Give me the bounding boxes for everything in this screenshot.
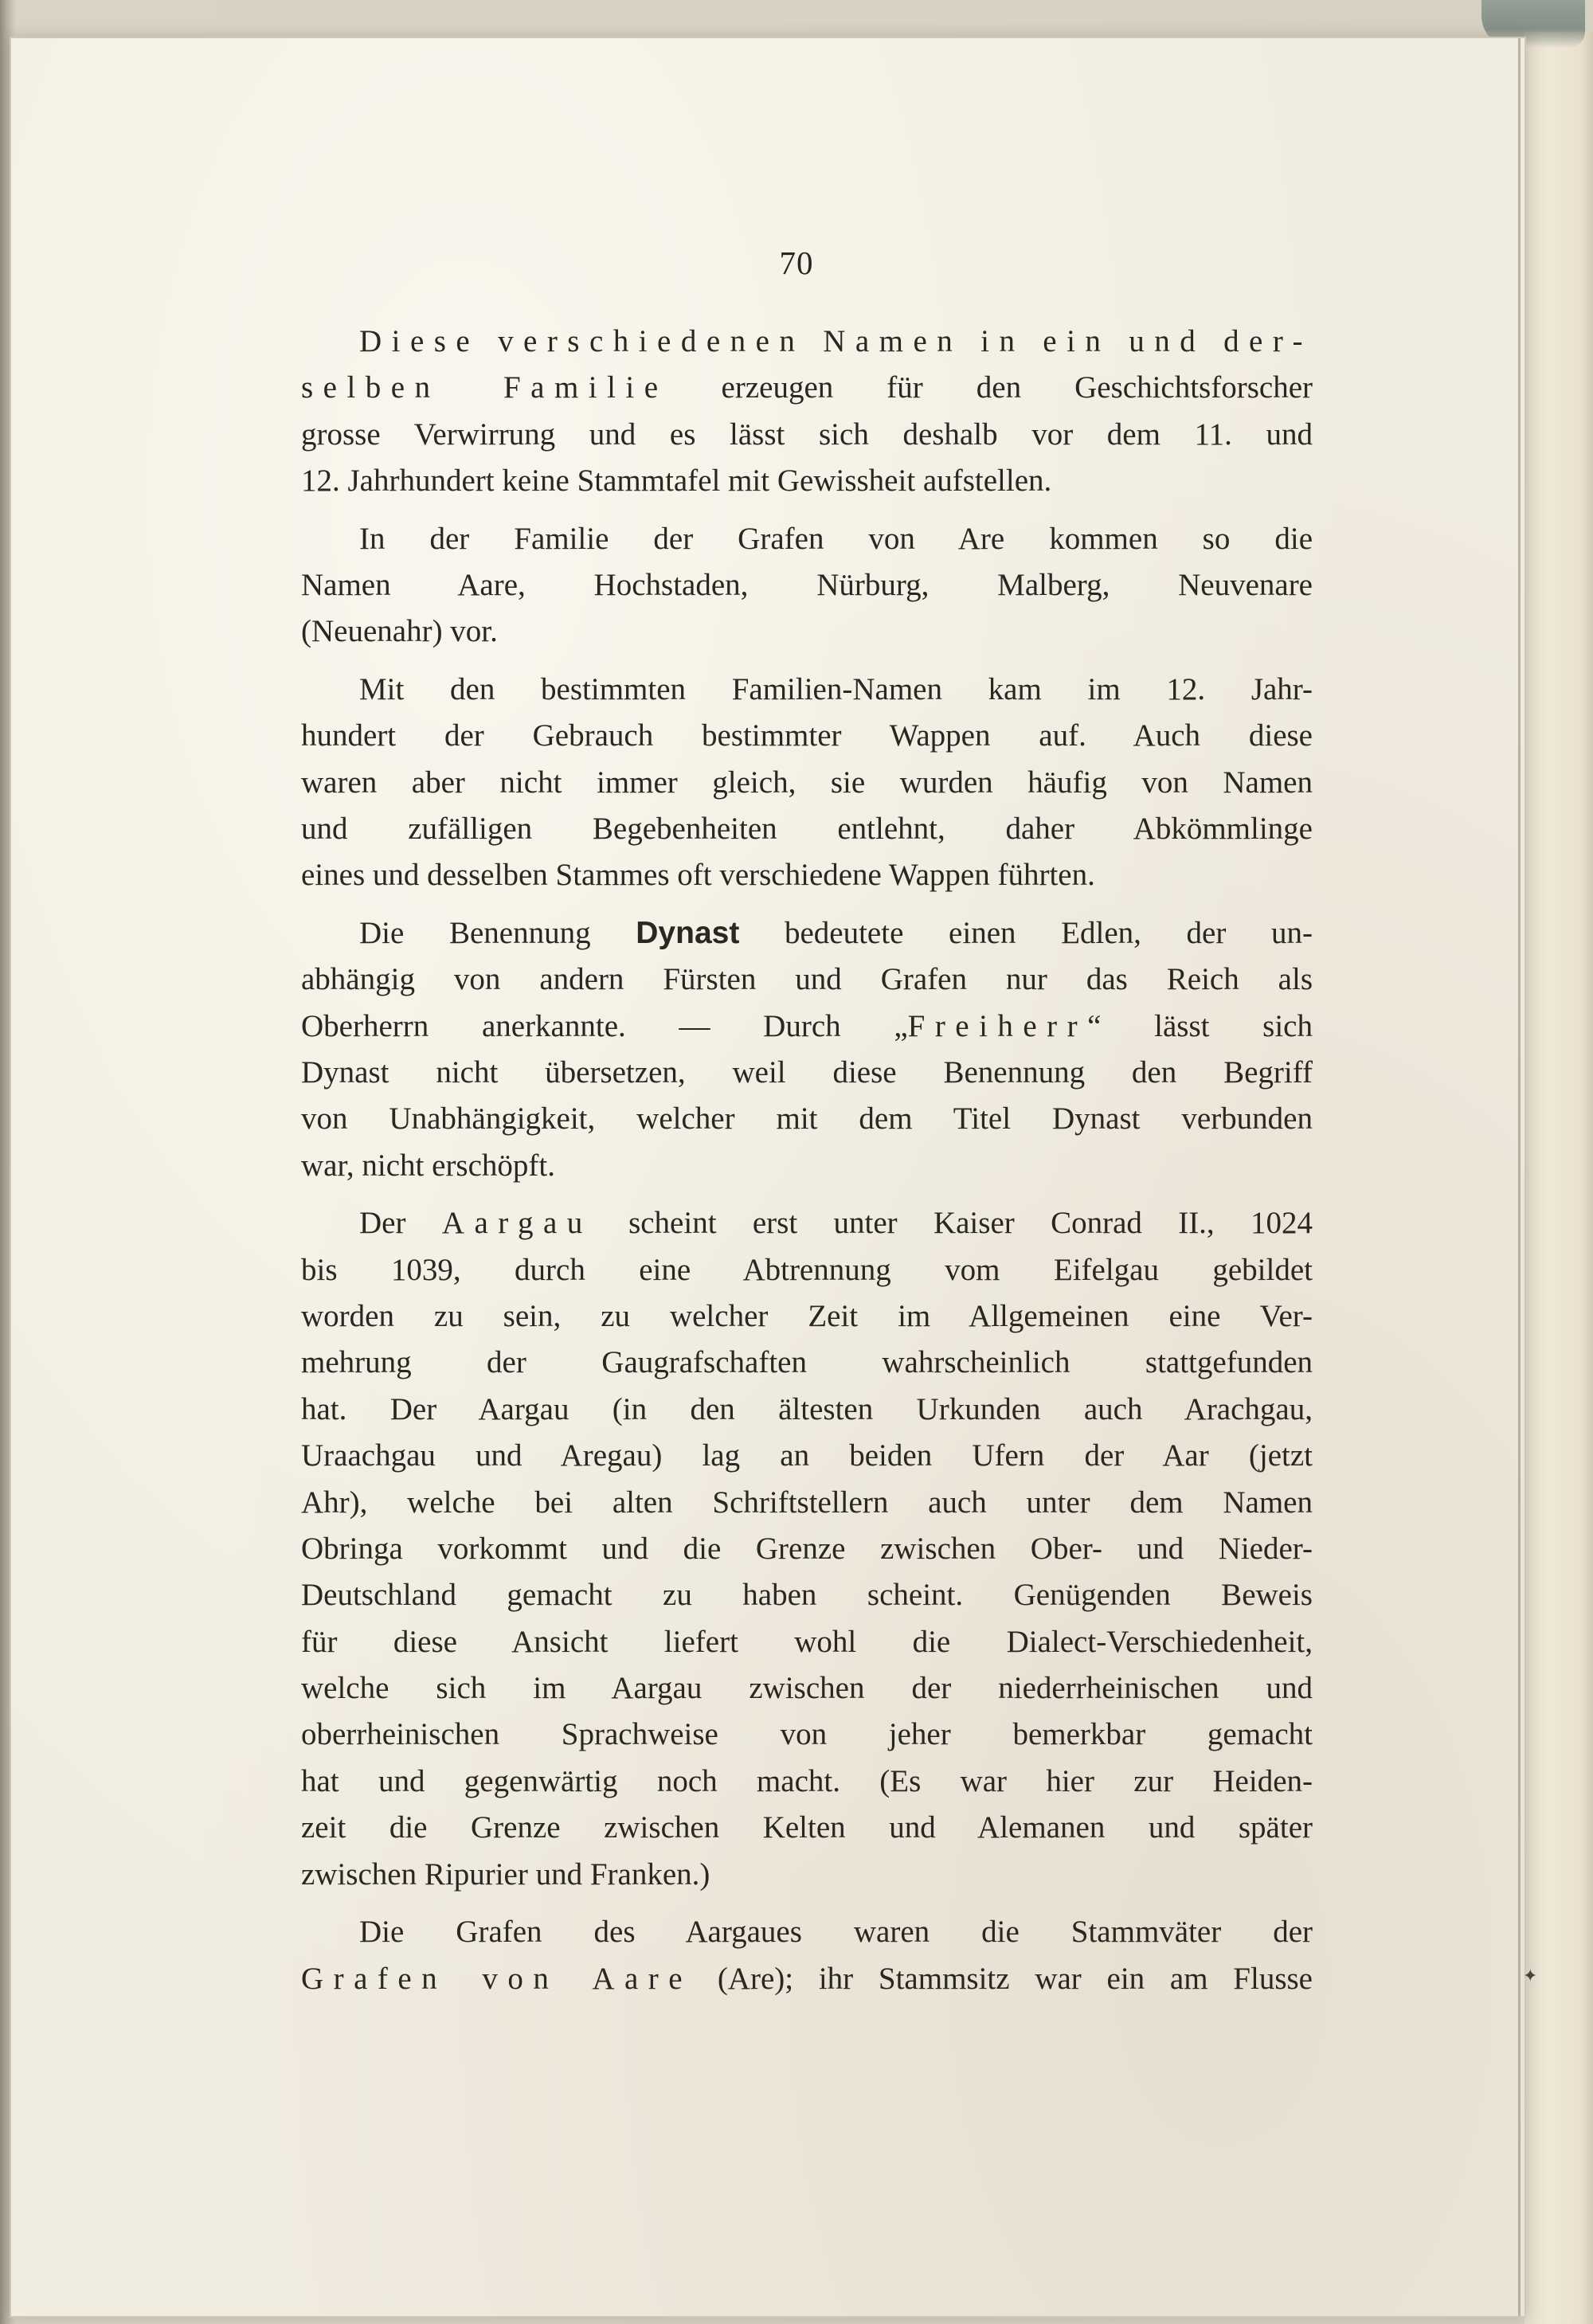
text-line [301, 1572, 1313, 1618]
text-line [301, 1805, 1313, 1851]
text-run: Obringa vorkommt und die Grenze zwischen Ober- und Nieder- [301, 1531, 1313, 1566]
text-line [301, 1956, 1313, 2002]
text-line [301, 713, 1313, 759]
text-line [301, 667, 1313, 713]
text-line [301, 458, 1313, 504]
text-line [301, 516, 1313, 562]
paragraph [301, 1200, 1313, 1898]
text-line [301, 760, 1313, 806]
text-run: zwischen Ripurier und Franken.) [301, 1856, 710, 1892]
text-run: oberrheinischen Sprachweise von jeher bemerkbar gemacht [301, 1717, 1313, 1752]
text-line [301, 1004, 1313, 1050]
text-run: Aargau [441, 1206, 593, 1241]
text-line [301, 608, 1313, 655]
text-run: Freiherr [907, 1008, 1088, 1043]
text-run: mehrung der Gaugrafschaften wahrscheinlich stattgefunden [301, 1345, 1313, 1380]
text-run: Diese verschiedenen Namen in ein und der- [359, 324, 1313, 358]
paragraph [301, 910, 1313, 1189]
paragraph [301, 319, 1313, 505]
text-run: Oberherrn anerkannte. — Durch „ [301, 1008, 908, 1043]
text-run: Die Benennung [359, 915, 636, 950]
text-line [301, 1759, 1313, 1805]
text-run: scheint erst unter Kaiser Conrad II., 1024 [592, 1206, 1313, 1241]
text-line [301, 1619, 1313, 1665]
text-line [301, 1340, 1313, 1386]
text-run: zeit die Grenze zwischen Kelten und Alemanen und später [301, 1810, 1313, 1845]
text-run: bedeutete einen Edlen, der un- [739, 915, 1313, 950]
text-run: Dynast nicht übersetzen, weil diese Benennung den Begriff [301, 1054, 1313, 1090]
text-run: war, nicht erschöpft. [301, 1148, 555, 1183]
text-line [301, 957, 1313, 1003]
text-line [301, 1143, 1313, 1189]
text-run: abhängig von andern Fürsten und Grafen nur das Reich als [301, 962, 1313, 997]
text-run: hundert der Gebrauch bestimmter Wappen auf. Auch diese [301, 718, 1313, 753]
text-run: erzeugen für den Geschichtsforscher [667, 370, 1313, 405]
text-run: 12. Jahrhundert keine Stammtafel mit Gewissheit aufstellen. [301, 464, 1052, 499]
text-line [301, 1200, 1313, 1246]
text-line [301, 319, 1313, 365]
text-run: In der Familie der Grafen von Are kommen so die [359, 521, 1313, 556]
text-line [301, 1480, 1313, 1526]
text-run: Namen Aare, Hochstaden, Nürburg, Malberg, Neuvenare [301, 567, 1313, 602]
text-run: waren aber nicht immer gleich, sie wurden häufig von Namen [301, 765, 1313, 800]
text-line [301, 365, 1313, 411]
page-gutter [1518, 38, 1521, 2316]
text-line [301, 910, 1313, 957]
text-line [301, 1247, 1313, 1293]
text-run: von Unabhängigkeit, welcher mit dem Titel Dynast verbunden [301, 1101, 1313, 1137]
paragraph [301, 516, 1313, 655]
text-run: hat. Der Aargau (in den ältesten Urkunden auch Arachgau, [301, 1391, 1313, 1426]
text-run: Der [359, 1206, 442, 1241]
text-run: bis 1039, durch eine Abtrennung vom Eifelgau gebildet [301, 1252, 1313, 1287]
text-run: “ lässt sich [1087, 1008, 1313, 1043]
text-run: Ahr), welche bei alten Schriftstellern auch unter dem Namen [301, 1485, 1313, 1520]
text-run: Mit den bestimmten Familien-Namen kam im 12. Jahr- [359, 671, 1313, 706]
paragraph [301, 1909, 1313, 2002]
text-run: Die Grafen des Aargaues waren die Stammväter der [359, 1915, 1313, 1950]
text-line [301, 1096, 1313, 1142]
text-line [301, 562, 1313, 608]
text-line [301, 1293, 1313, 1340]
text-line [301, 1526, 1313, 1572]
text-run: Grafen von Aare [301, 1961, 693, 1996]
text-line [301, 1852, 1313, 1898]
text-run: (Neuenahr) vor. [301, 614, 498, 649]
margin-mark: ✦ [1523, 1966, 1538, 1986]
text-run: und zufälligen Begebenheiten entlehnt, daher Abkömmlinge [301, 811, 1313, 846]
text-run: Uraachgau und Aregau) lag an beiden Ufern der Aar (jetzt [301, 1438, 1313, 1473]
text-run: Deutschland gemacht zu haben scheint. Genügenden Beweis [301, 1578, 1313, 1613]
text-line [301, 1909, 1313, 1955]
text-run: selben Familie [301, 370, 668, 405]
text-run: eines und desselben Stammes oft verschiedene Wappen führten. [301, 858, 1095, 893]
text-line [301, 1665, 1313, 1712]
text-line [301, 852, 1313, 898]
text-run: grosse Verwirrung und es lässt sich deshalb vor dem 11. und [301, 417, 1313, 452]
text-run: welche sich im Aargau zwischen der niederrheinischen und [301, 1671, 1313, 1706]
text-line [301, 806, 1313, 852]
text-line [301, 1433, 1313, 1479]
text-run: (Are); ihr Stammsitz war ein am Flusse [692, 1961, 1313, 1996]
text-run: Dynast [636, 915, 740, 950]
text-run: hat und gegenwärtig noch macht. (Es war hier zur Heiden- [301, 1763, 1313, 1798]
text-run: für diese Ansicht liefert wohl die Dialect-Verschiedenheit, [301, 1624, 1313, 1659]
text-line [301, 1712, 1313, 1758]
text-line [301, 412, 1313, 458]
text-line [301, 1050, 1313, 1096]
paragraph [301, 667, 1313, 899]
page-number: 70 [779, 245, 814, 281]
text-line [301, 1387, 1313, 1433]
text-run: worden zu sein, zu welcher Zeit im Allgemeinen eine Ver- [301, 1298, 1313, 1333]
